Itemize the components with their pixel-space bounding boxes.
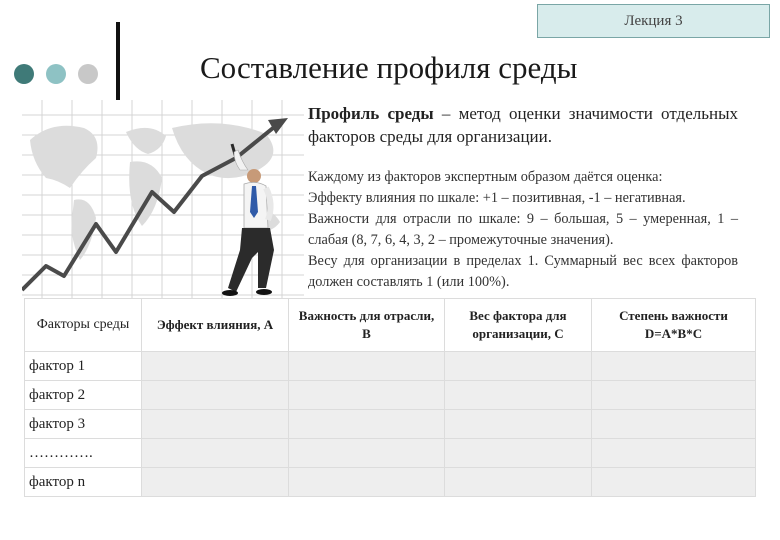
table-row <box>25 439 756 468</box>
table-cell <box>142 468 289 497</box>
table-cell <box>289 381 445 410</box>
details-line-4: Весу для организации в пределах 1. Суммарный вес всех факторов должен составлять 1 (или 100%). <box>308 253 738 290</box>
table-cell <box>592 352 756 381</box>
table-cell <box>445 439 592 468</box>
definition-text: – метод оценки значимости отдельных факторов среды для организации. <box>308 104 738 146</box>
details-line-3: Важности для отрасли по шкале: 9 – большая, 5 – умеренная, 1 – слабая (8, 7, 6, 4, 3, 2 – промежуточные значения). <box>308 211 738 248</box>
row-label: фактор 2 <box>25 381 142 410</box>
table-cell <box>445 381 592 410</box>
table-row <box>25 468 756 497</box>
definition-term: Профиль среды <box>308 104 434 123</box>
table-cell <box>592 439 756 468</box>
table-cell <box>142 381 289 410</box>
table-cell <box>445 352 592 381</box>
growth-chart-illustration <box>22 100 304 310</box>
table-cell <box>592 410 756 439</box>
details-line-1: Каждому из факторов экспертным образом даётся оценка: <box>308 169 663 185</box>
table-cell <box>289 352 445 381</box>
slide-title: Составление профиля среды <box>200 50 578 85</box>
table-row <box>25 352 756 381</box>
row-label: фактор n <box>25 468 142 497</box>
table-cell <box>142 352 289 381</box>
decor-dot-1 <box>14 64 34 84</box>
table-cell <box>445 468 592 497</box>
decor-dot-3 <box>78 64 98 84</box>
header-weight: Вес фактора для организации, С <box>445 299 592 352</box>
environment-profile-table <box>24 298 756 497</box>
table-header-row <box>25 299 756 352</box>
title-divider <box>116 22 120 100</box>
table-cell <box>289 468 445 497</box>
header-factors: Факторы среды <box>25 299 142 352</box>
header-degree: Степень важности D=A*B*C <box>592 299 756 352</box>
table-cell <box>142 439 289 468</box>
table-row <box>25 410 756 439</box>
table-cell <box>445 410 592 439</box>
header-effect: Эффект влияния, А <box>142 299 289 352</box>
table-cell <box>289 410 445 439</box>
row-label: фактор 1 <box>25 352 142 381</box>
table-cell <box>289 439 445 468</box>
profile-definition <box>308 102 738 148</box>
assessment-details <box>308 167 738 293</box>
table-row <box>25 381 756 410</box>
lecture-badge: Лекция 3 <box>537 4 770 38</box>
table-cell <box>592 468 756 497</box>
header-importance: Важность для отрасли, В <box>289 299 445 352</box>
decor-dot-2 <box>46 64 66 84</box>
table-cell <box>592 381 756 410</box>
row-label: …………. <box>25 439 142 468</box>
table-cell <box>142 410 289 439</box>
row-label: фактор 3 <box>25 410 142 439</box>
details-line-2: Эффекту влияния по шкале: +1 – позитивная, -1 – негативная. <box>308 190 686 206</box>
